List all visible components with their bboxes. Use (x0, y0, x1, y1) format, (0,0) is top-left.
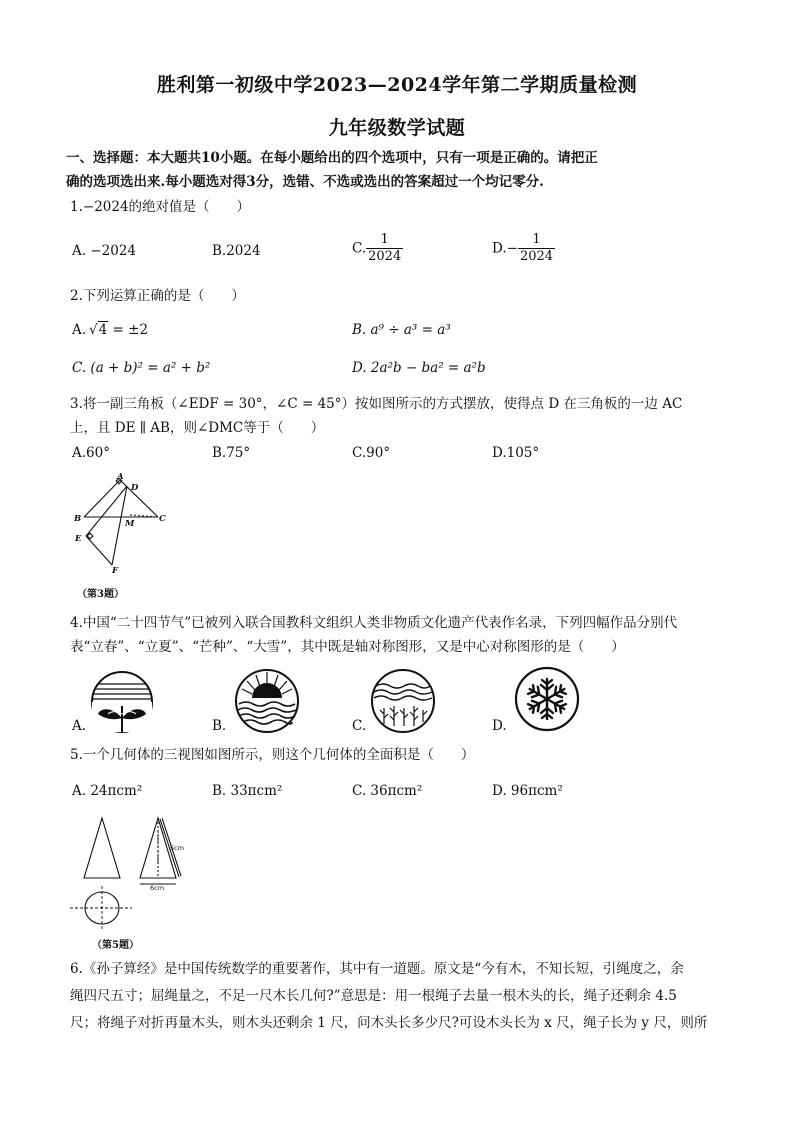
q4-stem-line2: 表“立春”、“立夏”、“芒种”、“大雪”，其中既是轴对称图形，又是中心对称图形的是（ ） (70, 639, 625, 655)
q4-option-d-label: D. (492, 718, 507, 734)
q5-stem: 5.一个几何体的三视图如图所示，则这个几何体的全面积是（ ） (70, 747, 475, 763)
q4-option-a-label: A. (72, 718, 87, 734)
q1-option-b: B.2024 (212, 243, 261, 259)
q6-stem-line3: 尺；将绳子对折再量木头，则木头还剩余 1 尺，问木头长多少尺?可设木头长为 x 尺，绳子长为 y 尺，则所 (70, 1015, 708, 1031)
page-title: 胜利第一初级中学2023—2024学年第二学期质量检测 (156, 74, 638, 96)
q2-option-b: B. a⁹ ÷ a³ = a³ (352, 322, 451, 338)
q2-option-c: C. (a + b)² = a² + b² (72, 360, 211, 376)
q2-option-a: A. √4 = ±2 (72, 322, 149, 338)
q5-option-d: D. 96πcm² (492, 783, 563, 799)
q5-option-c: C. 36πcm² (352, 783, 423, 799)
q3-option-b: B.75° (212, 445, 251, 461)
q4-option-b-label: B. (212, 718, 227, 734)
q3-triangle-figure (68, 470, 178, 575)
q3-label-a: A (117, 472, 124, 482)
q5-three-view-figure (66, 810, 196, 935)
q5-option-b: B. 33πcm² (212, 783, 283, 799)
q6-stem-line2: 绳四尺五寸；屈绳量之，不足一尺木长几何?”意思是：用一根绳子去量一根木头的长，绳子还剩余 4.5 (70, 988, 677, 1004)
q1-option-d: D.− $\frac{1}{2024}$ (492, 232, 554, 264)
q3-option-c: C.90° (352, 445, 391, 461)
q4-option-c-image (370, 668, 436, 734)
q1-option-a: A. −2024 (72, 243, 136, 259)
q4-option-d-image (514, 666, 580, 732)
q4-option-a-image (90, 670, 154, 734)
q4-stem-line1: 4.中国“二十四节气”已被列入联合国教科文组织人类非物质文化遗产代表作名录，下列四幅作品分别代 (70, 615, 678, 631)
q3-option-a: A.60° (72, 445, 110, 461)
q3-label-e: E (75, 534, 82, 544)
q5-option-a: A. 24πcm² (72, 783, 143, 799)
q3-label-b: B (74, 514, 82, 524)
q3-caption: （第3题） (77, 589, 124, 600)
q2-stem: 2.下列运算正确的是（ ） (70, 288, 245, 304)
q6-stem-line1: 6.《孙子算经》是中国传统数学的重要著作，其中有一道题。原文是“今有木，不知长短，引绳度之，余 (70, 961, 684, 977)
page-subtitle: 九年级数学试题 (328, 117, 466, 139)
q3-stem-line1: 3.将一副三角板（∠EDF = 30°，∠C = 45°）按如图所示的方式摆放，使得点 D 在三角板的一边 AC (70, 396, 683, 412)
q1-option-c: C. $\frac{1}{2024}$ (352, 232, 402, 264)
q5-caption: （第5题） (92, 940, 139, 951)
q3-label-c: C (159, 514, 166, 524)
q1-stem: 1.−2024的绝对值是（ ） (70, 199, 251, 215)
q4-option-c-label: C. (352, 718, 367, 734)
q4-option-b-image (234, 668, 300, 734)
q5-dim-side: 5cm (170, 844, 185, 852)
section-instruction-line2: 确的选项选出来.每小题选对得3分，选错、不选或选出的答案超过一个均记零分. (66, 174, 544, 190)
q3-stem-line2: 上，且 DE ∥ AB，则∠DMC等于（ ） (70, 420, 325, 436)
q2-option-d: D. 2a²b − ba² = a²b (352, 360, 486, 376)
q3-label-d: D (131, 483, 139, 493)
q3-option-d: D.105° (492, 445, 540, 461)
section-instruction-line1: 一、选择题：本大题共10小题。在每小题给出的四个选项中，只有一项是正确的。请把正 (66, 150, 598, 166)
q3-label-f: F (112, 566, 119, 575)
q5-dim-base: 6cm (150, 884, 165, 892)
q3-label-m: M (125, 519, 135, 529)
